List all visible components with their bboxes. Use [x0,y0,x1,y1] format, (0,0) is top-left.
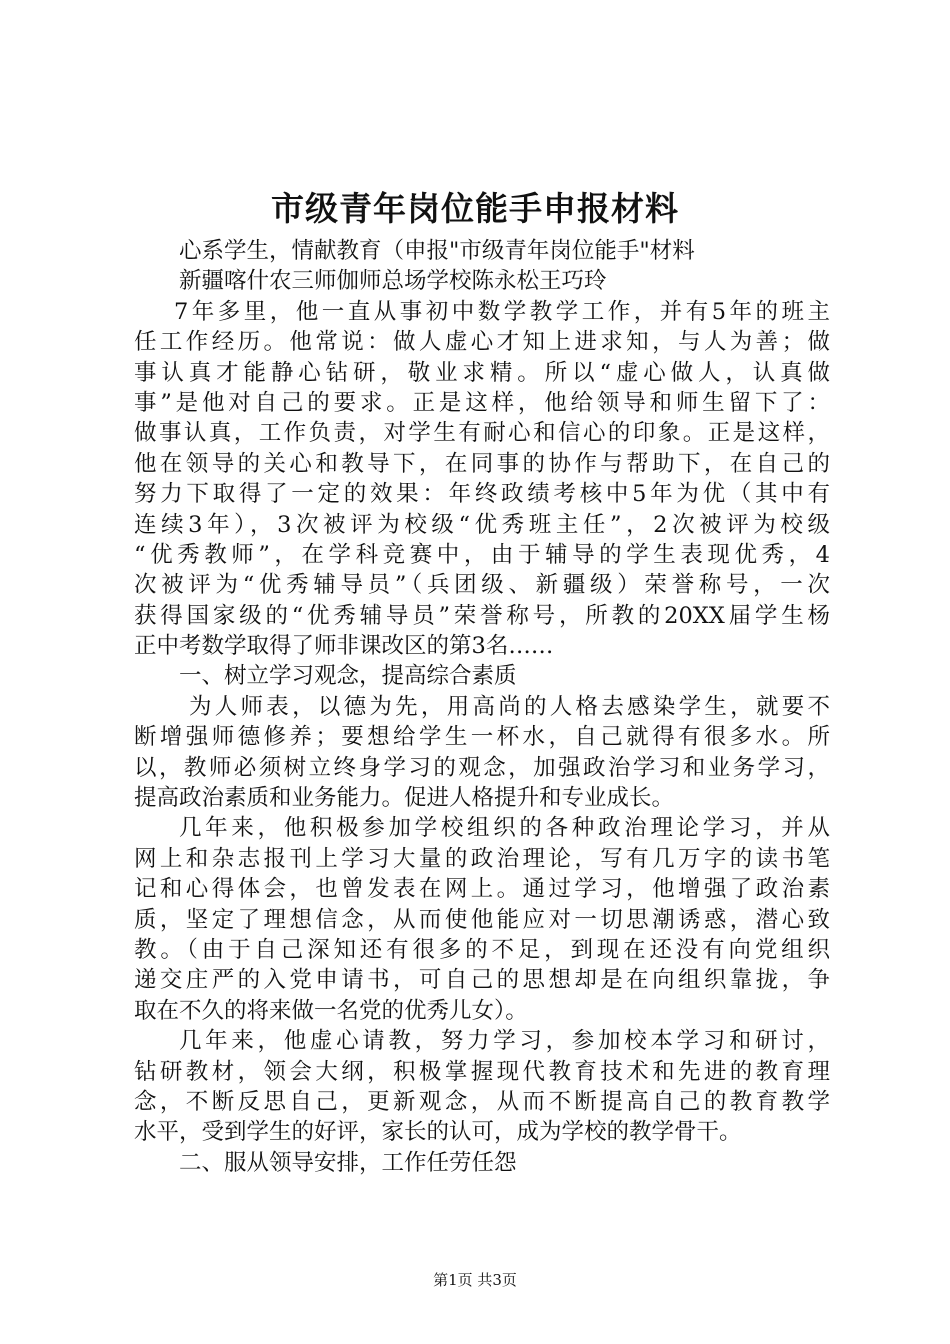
paragraph-line: 断增强师德修养；要想给学生一杯水，自己就得有很多水。所 [134,724,830,751]
paragraph-line: 教。（由于自己深知还有很多的不足，到现在还没有向党组织 [134,936,830,963]
paragraph-line: 提高政治素质和业务能力。促进人格提升和专业成长。 [134,785,675,812]
paragraph-line: 获得国家级的“优秀辅导员”荣誉称号，所教的20XX届学生杨 [134,602,830,629]
paragraph-line: 他在领导的关心和教导下，在同事的协作与帮助下，在自己的 [134,450,830,477]
author-line: 新疆喀什农三师伽师总场学校陈永松王巧玲 [179,268,607,295]
paragraph-line: 事”是他对自己的要求。正是这样，他给领导和师生留下了： [134,389,830,416]
paragraph-line: 7年多里，他一直从事初中数学教学工作，并有5年的班主 [174,298,830,325]
subtitle-line: 心系学生，情献教育（申报"市级青年岗位能手"材料 [179,238,695,264]
paragraph-line: 以，教师必须树立终身学习的观念，加强政治学习和业务学习， [134,754,830,781]
paragraph-line: 几年来，他虚心请教，努力学习，参加校本学习和研讨， [179,1028,830,1055]
paragraph-line: 取在不久的将来做一名党的优秀儿女）。 [134,997,528,1024]
paragraph-line: 记和心得体会，也曾发表在网上。通过学习，他增强了政治素 [134,876,830,903]
paragraph-line: 念，不断反思自己，更新观念，从而不断提高自己的教育教学 [134,1088,830,1115]
paragraph-line: 几年来，他积极参加学校组织的各种政治理论学习，并从 [179,815,830,842]
paragraph-line: 钻研教材，领会大纲，积极掌握现代教育技术和先进的教育理 [134,1058,830,1085]
paragraph-line: 正中考数学取得了师非课改区的第3名…… [134,633,554,660]
paragraph-line: 水平，受到学生的好评，家长的认可，成为学校的教学骨干。 [134,1119,742,1146]
paragraph-line: 质，坚定了理想信念，从而使他能应对一切思潮诱惑，潜心致 [134,906,830,933]
paragraph-line: 任工作经历。他常说：做人虚心才知上进求知，与人为善；做 [134,329,830,356]
paragraph-line: 网上和杂志报刊上学习大量的政治理论，写有几万字的读书笔 [134,845,830,872]
document-title: 市级青年岗位能手申报材料 [271,189,679,228]
section-heading: 一、树立学习观念，提高综合素质 [179,663,517,690]
paragraph-line: 为人师表，以德为先，用高尚的人格去感染学生，就要不 [189,693,830,720]
paragraph-line: 努力下取得了一定的效果：年终政绩考核中5年为优（其中有 [134,481,830,508]
paragraph-line: “优秀教师”，在学科竞赛中，由于辅导的学生表现优秀，4 [134,541,830,568]
paragraph-line: 递交庄严的入党申请书，可自己的思想却是在向组织靠拢，争 [134,967,830,994]
section-heading: 二、服从领导安排，工作任劳任怨 [179,1149,517,1176]
paragraph-line: 连续3年），3次被评为校级“优秀班主任”，2次被评为校级 [134,511,830,538]
document-body [134,236,830,1178]
paragraph-line: 事认真才能静心钻研，敬业求精。所以“虚心做人，认真做 [134,359,830,386]
paragraph-line: 次被评为“优秀辅导员”（兵团级、新疆级）荣誉称号，一次 [134,572,830,599]
page-number-footer: 第1页 共3页 [433,1271,517,1289]
paragraph-line: 做事认真，工作负责，对学生有耐心和信心的印象。正是这样， [134,420,830,447]
